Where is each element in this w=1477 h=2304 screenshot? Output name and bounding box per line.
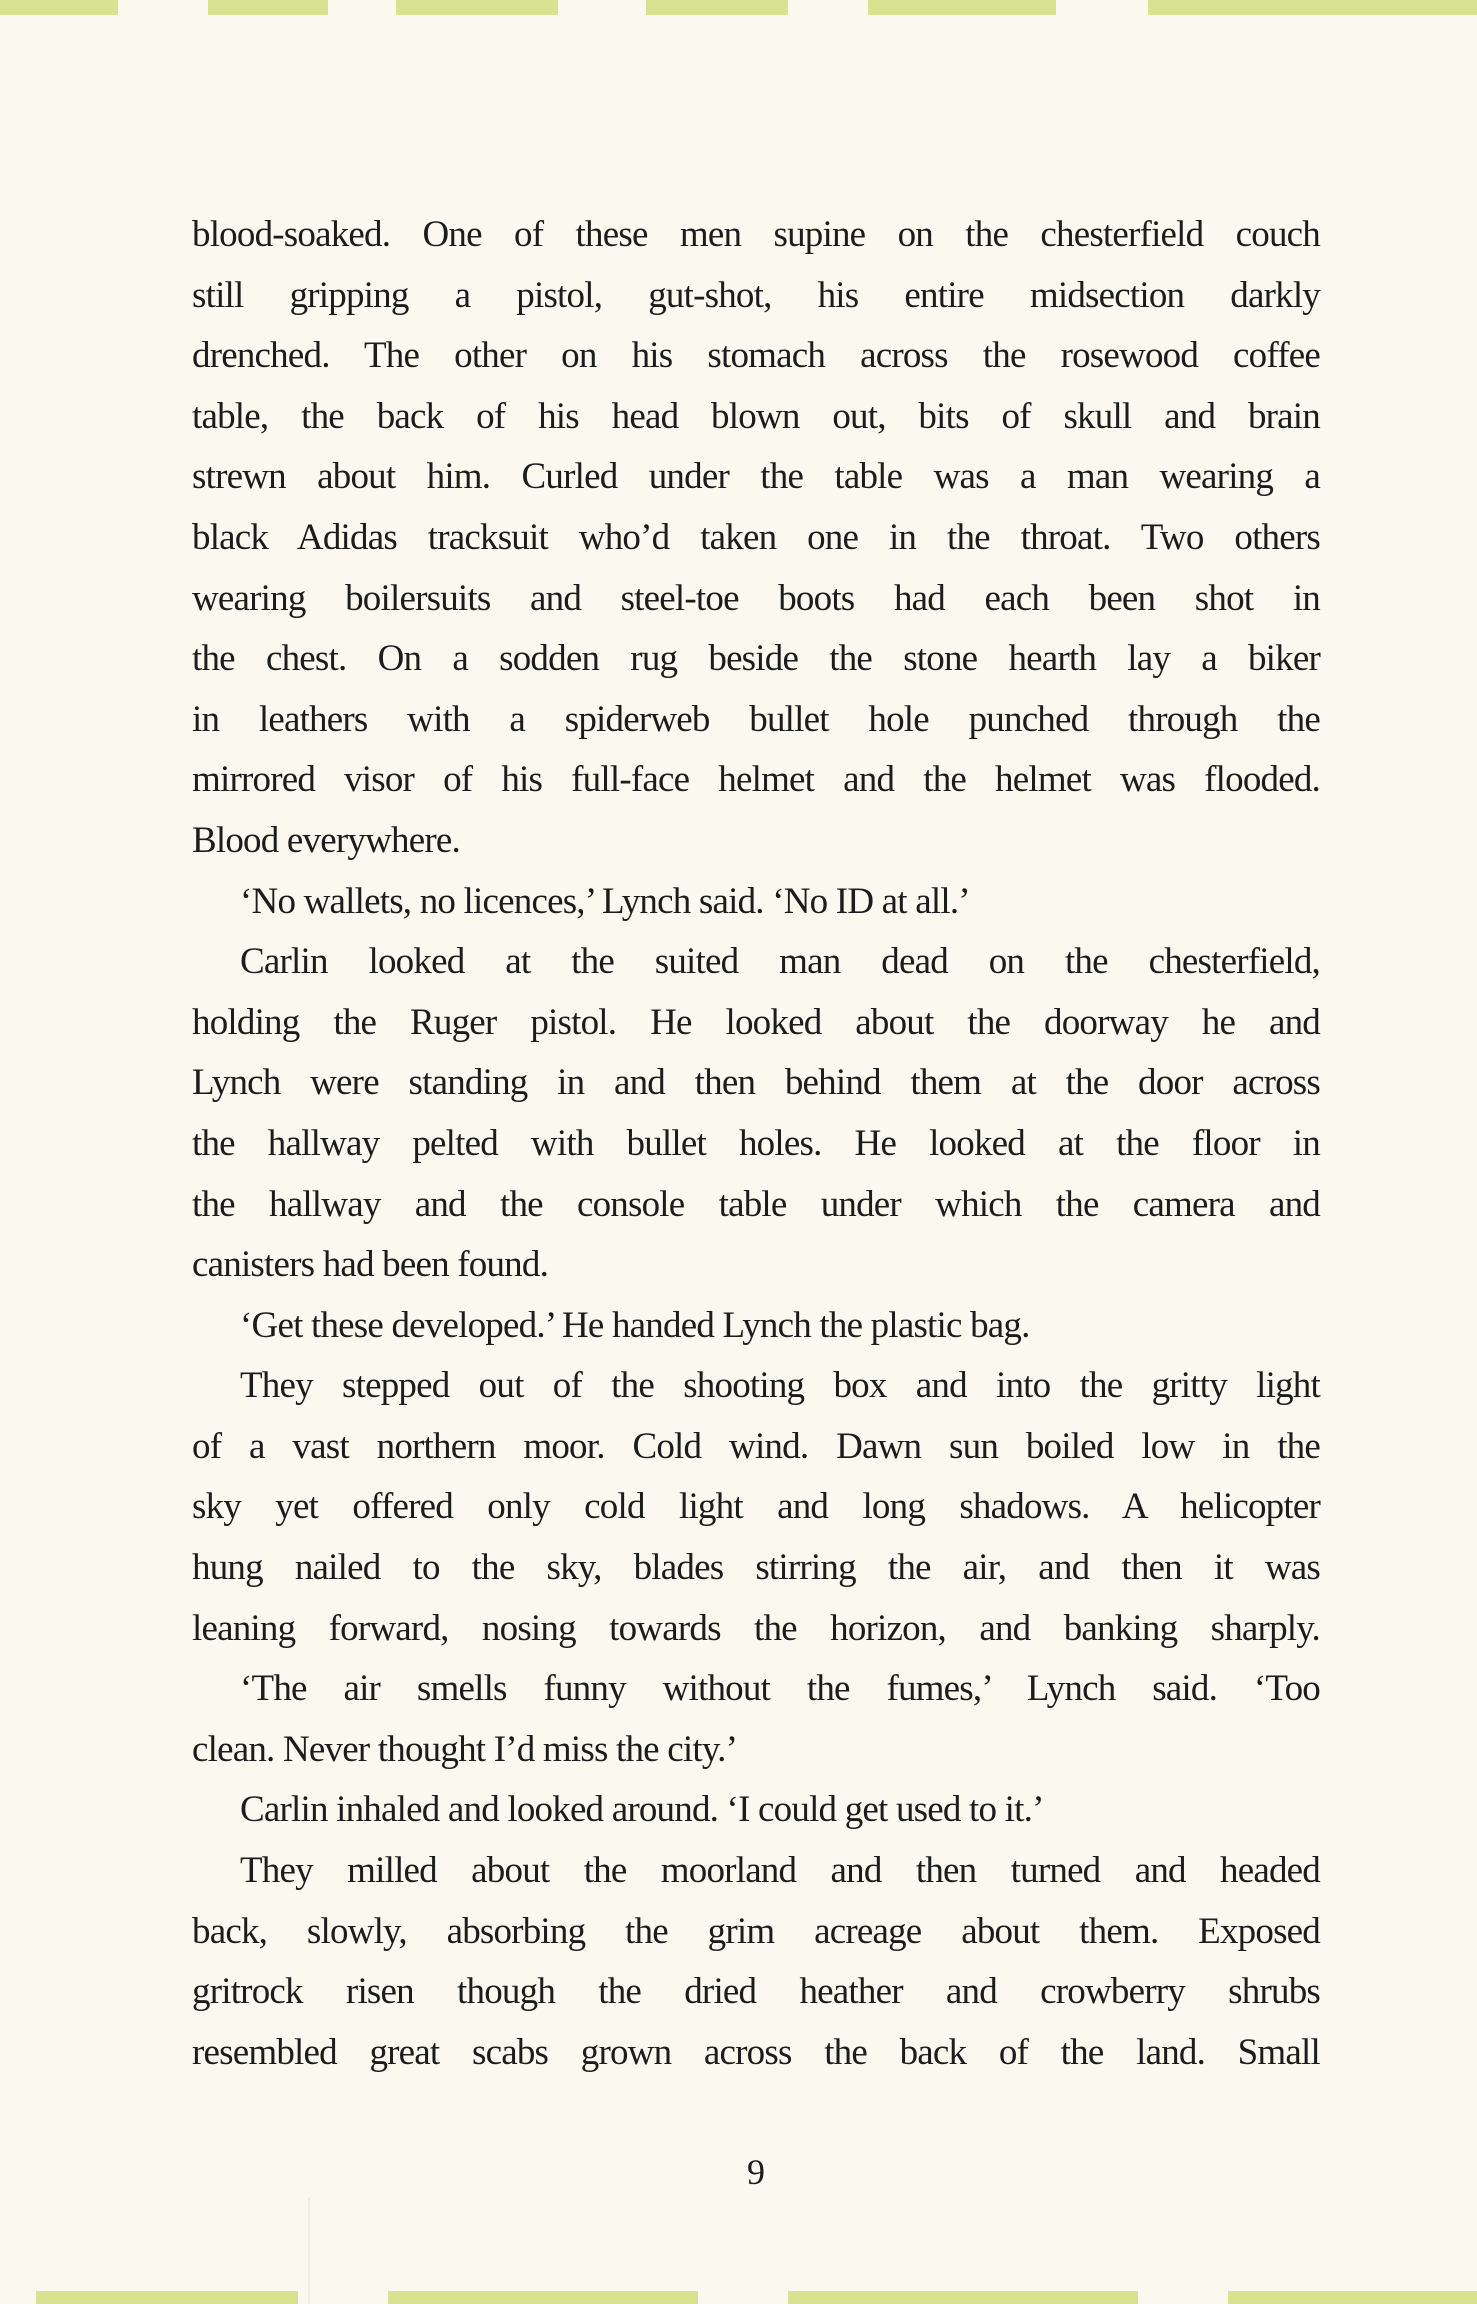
text-line: resembled great scabs grown across the back of the land. Small: [192, 2031, 1320, 2073]
scan-edge-bottom: [0, 2291, 1477, 2304]
text-line: of a vast northern moor. Cold wind. Dawn sun boiled low in the: [192, 1425, 1320, 1467]
text-line: ‘The air smells funny without the fumes,’ Lynch said. ‘Too: [240, 1668, 1320, 1710]
text-line: leaning forward, nosing towards the horizon, and banking sharply.: [192, 1607, 1320, 1649]
scan-artifact-line: [308, 2198, 310, 2304]
text-line: They stepped out of the shooting box and into the gritty light: [240, 1365, 1320, 1407]
text-line: sky yet offered only cold light and long shadows. A helicopter: [192, 1486, 1320, 1528]
text-line: clean. Never thought I’d miss the city.’: [192, 1728, 738, 1770]
text-line: Lynch were standing in and then behind them at the door across: [192, 1062, 1320, 1104]
text-line: strewn about him. Curled under the table was a man wearing a: [192, 456, 1320, 498]
text-line: the hallway and the console table under which the camera and: [192, 1183, 1320, 1225]
text-line: mirrored visor of his full-face helmet and the helmet was flooded.: [192, 759, 1320, 801]
text-line: back, slowly, absorbing the grim acreage about them. Exposed: [192, 1910, 1320, 1952]
text-line: still gripping a pistol, gut-shot, his entire midsection darkly: [192, 274, 1320, 316]
text-line: the chest. On a sodden rug beside the stone hearth lay a biker: [192, 638, 1320, 680]
text-line: black Adidas tracksuit who’d taken one in the throat. Two others: [192, 516, 1320, 558]
text-line: Carlin inhaled and looked around. ‘I could get used to it.’: [240, 1789, 1044, 1831]
text-line: wearing boilersuits and steel-toe boots had each been shot in: [192, 577, 1320, 619]
text-line: canisters had been found.: [192, 1244, 549, 1286]
text-line: holding the Ruger pistol. He looked about the doorway he and: [192, 1001, 1320, 1043]
scan-edge-top: [0, 0, 1477, 15]
text-line: blood-soaked. One of these men supine on the chesterfield couch: [192, 214, 1320, 255]
text-line: drenched. The other on his stomach across the rosewood coffee: [192, 335, 1320, 377]
text-line: gritrock risen though the dried heather and crowberry shrubs: [192, 1971, 1320, 2013]
text-line: Carlin looked at the suited man dead on the chesterfield,: [240, 941, 1320, 983]
text-line: ‘No wallets, no licences,’ Lynch said. ‘No ID at all.’: [240, 880, 970, 922]
text-line: table, the back of his head blown out, bits of skull and brain: [192, 395, 1320, 437]
text-line: the hallway pelted with bullet holes. He looked at the floor in: [192, 1122, 1320, 1164]
text-line: hung nailed to the sky, blades stirring the air, and then it was: [192, 1547, 1320, 1589]
page-text-column: [192, 205, 1320, 2083]
text-line: ‘Get these developed.’ He handed Lynch the plastic bag.: [240, 1304, 1030, 1346]
text-line: They milled about the moorland and then turned and headed: [240, 1850, 1320, 1892]
page-number: 9: [747, 2152, 765, 2192]
text-line: in leathers with a spiderweb bullet hole punched through the: [192, 698, 1320, 740]
text-line: Blood everywhere.: [192, 819, 460, 861]
